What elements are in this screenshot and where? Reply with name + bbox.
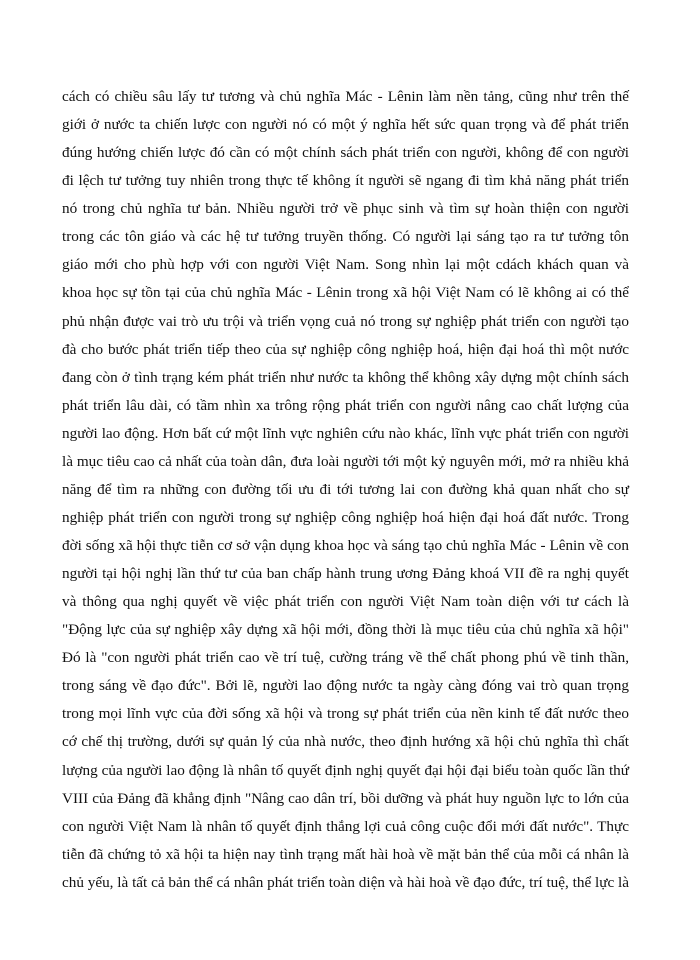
text-line: đà cho bước phát triển tiếp theo của sự nghiệp công nghiệp hoá, hiện đại hoá thì một nước [62, 340, 629, 358]
text-line: nó trong chủ nghĩa tư bản. Nhiều người trở về phục sinh và tìm sự hoàn thiện con người [62, 200, 629, 218]
text-line: trong sáng về đạo đức". Bởi lẽ, người lao động nước ta ngày càng đóng vai trò quan trọng [62, 677, 629, 695]
text-line: đi lệch tư tưởng tuy nhiên trong thực tế không ít người sẽ ngang đi tìm khả năng phát triển [62, 172, 629, 190]
text-line: chủ yếu, là tất cả bản thể cá nhân phát triển toàn diện và hài hoà về đạo đức, trí tuệ, thể lực là [62, 873, 629, 891]
text-line: cách có chiều sâu lấy tư tương và chủ nghĩa Mác - Lênin làm nền tảng, cũng như trên thế [62, 88, 629, 105]
text-line: cớ chế thị trường, dưới sự quản lý của nhà nước, theo định hướng xã hội chủ nghĩa thì chất [62, 733, 629, 751]
text-line: năng để tìm ra những con đường tối ưu đi tới tương lai con đường khả quan nhất cho sự [62, 480, 629, 498]
text-line: người lao động. Hơn bất cứ một lĩnh vực nghiên cứu nào khác, lĩnh vực phát triển con người [62, 424, 629, 442]
text-line: đúng hướng chiến lược đó cần có một chính sách phát triển con người, không để con người [62, 144, 629, 162]
text-line: phủ nhận được vai trò ưu trội và triển vọng cuả nó trong sự nghiệp phát triển con người tạo [62, 312, 629, 330]
text-line: "Động lực của sự nghiệp xây dựng xã hội mới, đồng thời là mục tiêu của chủ nghĩa xã hội" [62, 621, 629, 639]
text-line: con người Việt Nam là nhân tố quyết định thắng lợi cuả công cuộc đổi mới đất nước". Thực [62, 817, 629, 835]
text-line: tiễn đã chứng tỏ xã hội ta hiện nay tình trạng mất hài hoà về mặt bản thể của mỗi cá nhân là [62, 845, 629, 863]
text-line: người tại hội nghị lần thứ tư của ban chấp hành trung ương Đảng khoá VII đề ra nghị quyết [62, 565, 629, 583]
text-line: đời sống xã hội thực tiễn cơ sở vận dụng khoa học và sáng tạo chủ nghĩa Mác - Lênin về con [62, 537, 629, 554]
text-line: giáo mới cho phù hợp với con người Việt Nam. Song nhìn lại một cdách khách quan và [62, 256, 629, 274]
text-line: và thông qua nghị quyết về việc phát triển con người Việt Nam toàn diện với tư cách là [62, 593, 629, 611]
text-line: là mục tiêu cao cả nhất của toàn dân, đưa loài người tới một kỷ nguyên mới, mở ra nhiều khả [62, 452, 629, 470]
text-line: khoa học sự tồn tại của chủ nghĩa Mác - Lênin trong xã hội Việt Nam có lẽ không ai có thể [62, 284, 629, 302]
text-line: phát triển lâu dài, có tầm nhìn xa trông rộng phát triển con người nâng cao chất lượng của [62, 396, 629, 414]
text-line: trong các tôn giáo và các hệ tư tưởng truyền thống. Có người lại sáng tạo ra tư tưởng tôn [62, 228, 629, 246]
text-line: nghiệp phát triển con người trong sự nghiệp công nghiệp hoá hiện đại hoá đất nước. Trong [62, 508, 629, 526]
text-line: lượng của người lao động là nhân tố quyết định nghị quyết đại hội đại biểu toàn quốc lần thứ [62, 761, 629, 779]
document-body [62, 86, 629, 900]
text-line: Đó là "con người phát triển cao về trí tuệ, cường tráng về thể chất phong phú về tinh thần, [62, 649, 629, 667]
text-line: giới ở nước ta chiến lược con người nó có một ý nghĩa hết sức quan trọng và để phát triển [62, 116, 629, 134]
text-line: trong mọi lĩnh vực của đời sống xã hội và trong sự phát triển của nền kinh tế đất nước theo [62, 705, 629, 723]
text-line: VIII của Đảng đã khẳng định "Nâng cao dân trí, bồi dưỡng và phát huy nguồn lực to lớn của [62, 789, 629, 807]
text-line: đang còn ở tình trạng kém phát triển như nước ta không thể không xây dựng một chính sách [62, 368, 629, 386]
